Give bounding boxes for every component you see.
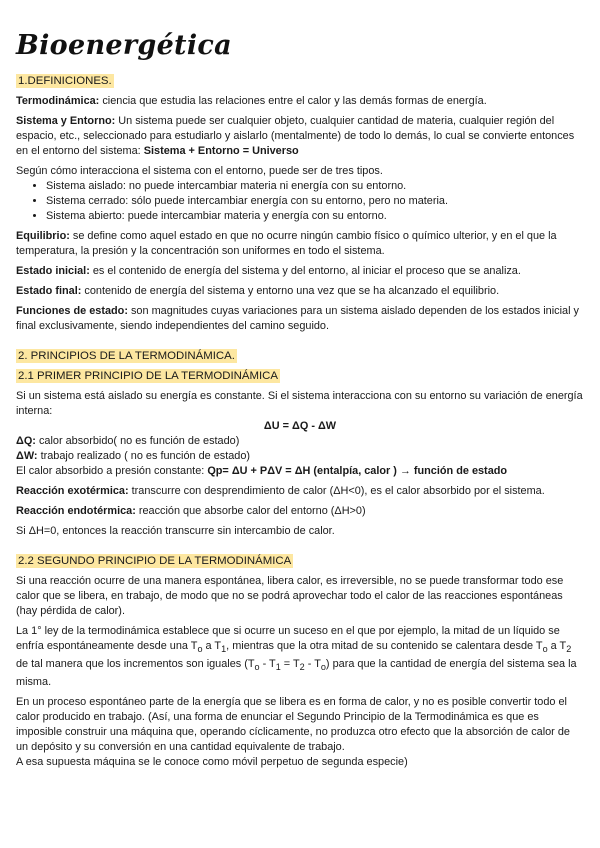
document-title: Bioenergética [16, 30, 232, 61]
tipos-sistema-list [16, 179, 584, 224]
primer-principio-text: Si un sistema está aislado su energía es constante. Si el sistema interacciona con su entorno su variación de energía interna: [16, 390, 583, 417]
proceso-espontaneo-text: En un proceso espontáneo parte de la energía que se libera es en forma de calor, y no es posible convertir todo el calor producido en trabajo. (Así, una forma de enunciar el Segundo Principio de la Termodinámica es que es imposible construir una máquina que, operando cíclicamente, no produzca otro efecto que la absorción de calor de un depósito y su conversión en una cantidad equivalente de trabajo. [16, 696, 570, 754]
def-equilibrio: Equilibrio: se define como aquel estado en que no ocurre ningún cambio físico o químico ulterior, y en el que la temperatura, la presión y la concentración son uniformes en todo el sistema. [16, 230, 557, 257]
def-dq: ΔQ: calor absorbido( no es función de estado) [16, 435, 240, 447]
subsection-segundo-principio-heading: 2.2 SEGUNDO PRINCIPIO DE LA TERMODINÁMICA [18, 555, 292, 567]
primera-ley-ejemplo: La 1° ley de la termodinámica establece que si ocurre un suceso en el que por ejemplo, la mitad de un líquido se enfría espontáneamente desde una $T_o$ a $T_1$, mientras que la otra mitad de su contenido se calentara desde $T_o$ a $T_2$ de tal manera que los incrementos son iguales $(T_o - T_1 = T_2 - T_o)$ para que la cantidad de energía del sistema sea la misma. [16, 625, 577, 689]
dh-cero-text: Si ΔH=0, entonces la reacción transcurre sin intercambio de calor. [16, 525, 335, 537]
def-estado-final: Estado final: contenido de energía del sistema y entorno una vez que se ha alcanzado el equilibrio. [16, 285, 500, 297]
def-funciones-estado: Funciones de estado: son magnitudes cuyas variaciones para un sistema aislado dependen de los estados inicial y final exclusivamente, siendo independientes del camino seguido. [16, 305, 579, 332]
def-reaccion-endotermica: Reacción endotérmica: reacción que absorbe calor del entorno (ΔH>0) [16, 505, 366, 517]
def-reaccion-exotermica: Reacción exotérmica: transcurre con desprendimiento de calor (ΔH<0), es el calor absorbido por el sistema. [16, 485, 545, 497]
section-definiciones-heading: 1.DEFINICIONES. [18, 75, 112, 87]
list-item: • Sistema abierto: puede intercambiar materia y energía con su entorno. [46, 209, 584, 224]
segundo-principio-text: Si una reacción ocurre de una manera espontánea, libera calor, es irreversible, no se puede transformar todo ese calor que se libera, en trabajo, de modo que no se podrá aprovechar todo el calor de las reacciones espontáneas (hay pérdida de calor). [16, 575, 564, 617]
energia-interna-formula: ΔU = ΔQ - ΔW [263, 420, 337, 432]
interaccion-intro: Según cómo interacciona el sistema con el entorno, puede ser de tres tipos. [16, 165, 383, 177]
def-termodinamica: Termodinámica: ciencia que estudia las relaciones entre el calor y las demás formas de energía. [16, 95, 487, 107]
subsection-primer-principio-heading: 2.1 PRIMER PRINCIPIO DE LA TERMODINÁMICA [18, 370, 278, 382]
def-sistema-entorno: Sistema y Entorno: Un sistema puede ser cualquier objeto, cualquier cantidad de materia, cualquier región del espacio, etc., seleccionado para estudiarlo y aislarlo (mentalmente) de todo lo demás, lo cual se convierte entonces en el entorno del sistema: Sistema + Entorno = Universo [16, 115, 575, 157]
def-estado-inicial: Estado inicial: es el contenido de energía del sistema y del entorno, al iniciar el proceso que se analiza. [16, 265, 521, 277]
section-principios-heading: 2. PRINCIPIOS DE LA TERMODINÁMICA. [18, 350, 235, 362]
list-item: • Sistema cerrado: sólo puede intercambiar energía con su entorno, pero no materia. [46, 194, 584, 209]
movil-perpetuo-text: A esa supuesta máquina se le conoce como móvil perpetuo de segunda especie) [16, 756, 408, 769]
list-item: • Sistema aislado: no puede intercambiar materia ni energía con su entorno. [46, 179, 584, 194]
def-dw: ΔW: trabajo realizado ( no es función de estado) [16, 450, 251, 462]
calor-presion-constante: El calor absorbido a presión constante: Qp= ΔU + PΔV = ΔH (entalpía, calor ) → función de estado [16, 465, 508, 477]
